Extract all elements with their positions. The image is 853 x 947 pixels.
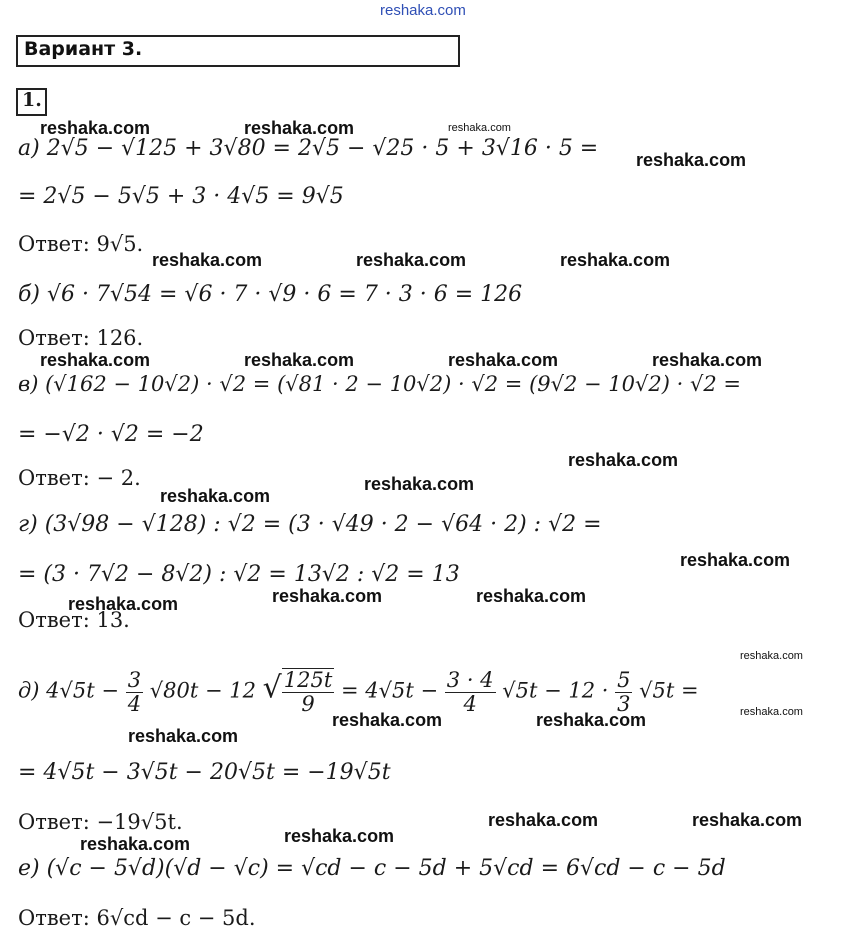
root-fraction-denominator: 9 — [301, 692, 315, 717]
watermark: reshaka.com — [568, 450, 679, 470]
watermark: reshaka.com — [40, 118, 151, 138]
watermark: reshaka.com — [244, 350, 355, 370]
watermark: reshaka.com — [68, 594, 179, 614]
watermark: reshaka.com — [680, 550, 791, 570]
problem-d-prefix: д) 4√5t − — [18, 678, 119, 703]
watermark: reshaka.com — [80, 834, 191, 854]
problem-b-line1: б) √6 · 7√54 = √6 · 7 · √9 · 6 = 7 · 3 · 6 = 126 — [18, 282, 523, 307]
watermark-small: reshaka.com — [448, 122, 511, 134]
problem-g-line1: г) (3√98 − √128) : √2 = (3 · √49 · 2 − √64 · 2) : √2 = — [18, 512, 602, 537]
watermark: reshaka.com — [244, 118, 355, 138]
problem-d-root-fraction — [282, 668, 335, 716]
watermark: reshaka.com — [448, 350, 559, 370]
problem-e-line1: е) (√c − 5√d)(√d − √c) = √cd − c − 5d + 5√cd = 6√cd − c − 5d — [18, 856, 726, 881]
task-number: 1. — [22, 89, 42, 111]
watermark-small: reshaka.com — [740, 706, 803, 718]
watermark: reshaka.com — [332, 710, 443, 730]
problem-a-line2: = 2√5 − 5√5 + 3 · 4√5 = 9√5 — [18, 184, 344, 209]
problem-v-line2: = −√2 · √2 = −2 — [18, 422, 204, 447]
problem-d-mid1: √80t − 12 — [149, 678, 256, 703]
fraction-2-numerator: 3 · 4 — [446, 667, 494, 692]
problem-d-suffix: √5t = — [639, 678, 699, 703]
fraction-3-denominator: 3 — [617, 691, 631, 716]
fraction-3-numerator: 5 — [617, 667, 631, 692]
problem-g-line2: = (3 · 7√2 − 8√2) : √2 = 13√2 : √2 = 13 — [18, 562, 460, 587]
variant-title: Вариант 3. — [24, 38, 143, 60]
problem-e-answer: Ответ: 6√cd − c − 5d. — [18, 906, 256, 930]
watermark: reshaka.com — [128, 726, 239, 746]
watermark: reshaka.com — [536, 710, 647, 730]
problem-d-line2: = 4√5t − 3√5t − 20√5t = −19√5t — [18, 760, 391, 785]
problem-d-fraction-1 — [126, 669, 143, 716]
fraction-2-denominator: 4 — [463, 691, 477, 716]
watermark: reshaka.com — [40, 350, 151, 370]
problem-a-line1: а) 2√5 − √125 + 3√80 = 2√5 − √25 · 5 + 3√16 · 5 = — [18, 136, 599, 161]
watermark: reshaka.com — [652, 350, 763, 370]
watermark-small: reshaka.com — [740, 650, 803, 662]
fraction-1-numerator: 3 — [127, 667, 142, 692]
problem-d-line1 — [18, 668, 699, 716]
watermark: reshaka.com — [692, 810, 803, 830]
big-root-icon: √ — [262, 670, 282, 706]
watermark: reshaka.com — [636, 150, 747, 170]
watermark: reshaka.com — [488, 810, 599, 830]
watermark: reshaka.com — [560, 250, 671, 270]
watermark: reshaka.com — [152, 250, 263, 270]
problem-g-answer: Ответ: 13. — [18, 608, 130, 632]
problem-b-answer: Ответ: 126. — [18, 326, 144, 350]
watermark: reshaka.com — [284, 826, 395, 846]
site-header-link[interactable]: reshaka.com — [380, 2, 466, 19]
problem-d-mid2: = 4√5t − — [341, 678, 439, 703]
problem-a-answer: Ответ: 9√5. — [18, 232, 144, 256]
problem-d-fraction-3 — [615, 669, 632, 716]
problem-d-fraction-2 — [445, 669, 496, 716]
problem-v-answer: Ответ: − 2. — [18, 466, 141, 490]
watermark: reshaka.com — [476, 586, 587, 606]
problem-v-line1: в) (√162 − 10√2) · √2 = (√81 · 2 − 10√2) · √2 = (9√2 − 10√2) · √2 = — [18, 372, 742, 396]
problem-d-answer: Ответ: −19√5t. — [18, 810, 183, 834]
watermark: reshaka.com — [160, 486, 271, 506]
root-fraction-numerator: 125t — [283, 668, 333, 692]
watermark: reshaka.com — [364, 474, 475, 494]
fraction-1-denominator: 4 — [127, 691, 142, 716]
problem-d-mid3: √5t − 12 · — [502, 678, 609, 703]
watermark: reshaka.com — [272, 586, 383, 606]
watermark: reshaka.com — [356, 250, 467, 270]
